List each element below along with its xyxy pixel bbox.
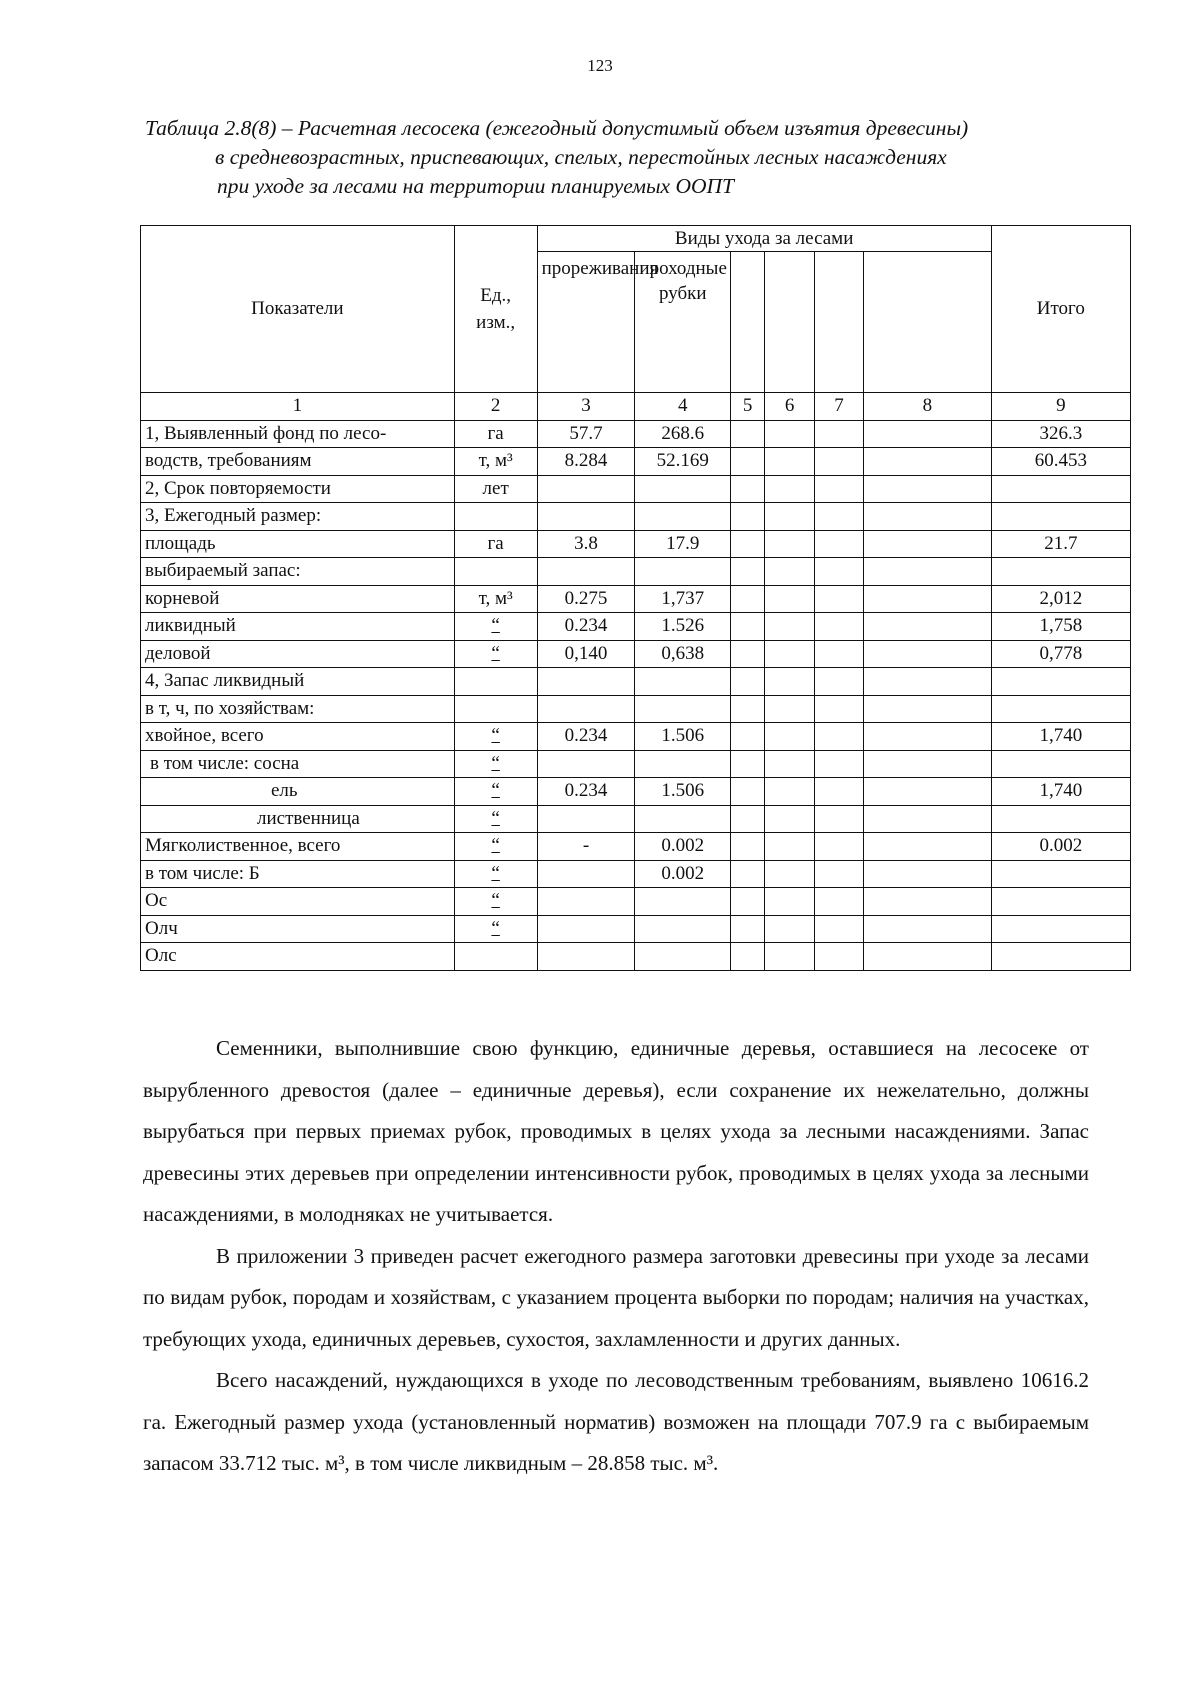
unit-cell [454,695,537,723]
value-cell: 1,740 [991,723,1130,751]
value-cell [731,833,765,861]
value-cell: 0,778 [991,640,1130,668]
table-row [141,943,1131,971]
value-cell [991,558,1130,586]
value-cell [864,613,992,641]
value-cell [765,750,815,778]
col-number: 4 [635,393,731,421]
row-label: Мягколиственное, всего [141,833,455,861]
value-cell [864,750,992,778]
row-label: 2, Срок повторяемости [141,475,455,503]
value-cell: 0.002 [991,833,1130,861]
value-cell [864,475,992,503]
value-cell [815,613,864,641]
ditto-mark: “ [491,752,500,774]
value-cell [731,475,765,503]
value-cell [864,420,992,448]
row-label: корневой [141,585,455,613]
value-cell [815,833,864,861]
value-cell: 1,740 [991,778,1130,806]
header-care-types: Виды ухода за лесами [537,226,991,252]
row-label: ель [141,778,455,806]
value-cell [731,778,765,806]
value-cell [991,860,1130,888]
header-indicators: Показатели [141,226,455,393]
value-cell [815,558,864,586]
value-cell [815,915,864,943]
value-cell [765,613,815,641]
value-cell [991,475,1130,503]
paragraph: Всего насаждений, нуждающихся в уходе по лесоводственным требованиям, выявлено 10616.2 га. Ежегодный размер ухода (установленный норматив) возможен на площади 707.9 га с выбираемым запасом 33.712 тыс. м³, в том числе ликвидным – 28.858 тыс. м³. [143,1368,1089,1475]
row-label: в том числе: сосна [141,750,455,778]
value-cell [765,585,815,613]
table-row [141,888,1131,916]
ditto-mark: “ [491,615,500,637]
value-cell: 0.002 [635,860,731,888]
value-cell [731,558,765,586]
table-row [141,805,1131,833]
value-cell [635,915,731,943]
ditto-mark: “ [491,862,500,884]
value-cell [815,723,864,751]
value-cell [765,888,815,916]
unit-cell [454,640,537,668]
value-cell [765,558,815,586]
value-cell [864,778,992,806]
value-cell [815,640,864,668]
row-label: Ос [141,888,455,916]
value-cell [991,805,1130,833]
header-empty-7 [815,252,864,393]
row-label: 3, Ежегодный размер: [141,503,455,531]
value-cell [731,585,765,613]
value-cell [731,888,765,916]
value-cell [864,943,992,971]
column-number-row [141,393,1131,421]
value-cell [815,778,864,806]
value-cell [864,888,992,916]
unit-cell [454,558,537,586]
value-cell [731,860,765,888]
value-cell: 57.7 [537,420,635,448]
table-row [141,448,1131,476]
col-number: 1 [141,393,455,421]
value-cell [815,503,864,531]
forest-harvest-table [140,225,1131,971]
value-cell [864,723,992,751]
col-number: 8 [864,393,992,421]
header-total: Итого [991,226,1130,393]
value-cell: 0.234 [537,778,635,806]
value-cell [815,420,864,448]
table-row [141,723,1131,751]
table-row [141,750,1131,778]
page-number: 123 [587,56,613,75]
unit-cell [454,778,537,806]
header-empty-5 [731,252,765,393]
value-cell: 60.453 [991,448,1130,476]
value-cell: 2,012 [991,585,1130,613]
unit-cell [454,723,537,751]
table-row [141,585,1131,613]
row-label: выбираемый запас: [141,558,455,586]
header-unit: Ед., изм., [454,226,537,393]
unit-cell [454,750,537,778]
value-cell: - [537,833,635,861]
value-cell: 3.8 [537,530,635,558]
value-cell: 0.234 [537,723,635,751]
row-label: в т, ч, по хозяйствам: [141,695,455,723]
value-cell [635,503,731,531]
value-cell [537,805,635,833]
value-cell [765,943,815,971]
ditto-mark: “ [491,890,500,912]
value-cell [537,860,635,888]
value-cell [765,915,815,943]
ditto-mark: “ [491,917,500,939]
value-cell: 0.275 [537,585,635,613]
value-cell: 0,140 [537,640,635,668]
value-cell [864,558,992,586]
value-cell [765,723,815,751]
value-cell [731,668,765,696]
value-cell [635,888,731,916]
table-row [141,915,1131,943]
value-cell [765,778,815,806]
col-number: 7 [815,393,864,421]
unit-cell [454,943,537,971]
value-cell [537,668,635,696]
unit-cell [454,613,537,641]
value-cell: 1,758 [991,613,1130,641]
value-cell [731,695,765,723]
header-empty-8 [864,252,992,393]
row-label: в том числе: Б [141,860,455,888]
row-label: лиственница [141,805,455,833]
value-cell [731,915,765,943]
value-cell [635,558,731,586]
table-row [141,860,1131,888]
value-cell [864,448,992,476]
unit-cell: т, м³ [454,448,537,476]
value-cell: 1.506 [635,778,731,806]
value-cell [537,943,635,971]
value-cell [864,833,992,861]
value-cell [815,860,864,888]
value-cell: 8.284 [537,448,635,476]
table-row [141,695,1131,723]
value-cell [815,585,864,613]
value-cell: 0,638 [635,640,731,668]
value-cell: 326.3 [991,420,1130,448]
value-cell [635,805,731,833]
row-label: 1, Выявленный фонд по лесо- [141,420,455,448]
value-cell [731,448,765,476]
value-cell [815,448,864,476]
value-cell: 268.6 [635,420,731,448]
value-cell [731,805,765,833]
value-cell [991,503,1130,531]
paragraph: В приложении 3 приведен расчет ежегодного размера заготовки древесины при уходе за лесами по видам рубок, породам и хозяйствам, с указанием процента выборки по породам; наличия на участках, требующих ухода, единичных деревьев, сухостоя, захламленности и других данных. [143,1243,1089,1351]
value-cell [864,860,992,888]
table-row [141,613,1131,641]
value-cell [864,585,992,613]
value-cell [864,503,992,531]
unit-cell [454,860,537,888]
value-cell: 0.002 [635,833,731,861]
row-label: водств, требованиям [141,448,455,476]
ditto-mark: “ [491,642,500,664]
col-number: 6 [765,393,815,421]
ditto-mark: “ [491,807,500,829]
header-thinning: прореживания [537,252,635,393]
value-cell [731,420,765,448]
value-cell [991,668,1130,696]
caption-line-1: Таблица 2.8(8) – Расчетная лесосека (ежегодный допустимый объем изъятия древесины) [145,116,969,140]
table-row [141,668,1131,696]
value-cell [765,448,815,476]
table-row [141,475,1131,503]
value-cell [537,503,635,531]
value-cell [815,888,864,916]
unit-cell: лет [454,475,537,503]
value-cell [635,695,731,723]
value-cell [731,530,765,558]
col-number: 3 [537,393,635,421]
value-cell [864,805,992,833]
value-cell [765,695,815,723]
table-row [141,833,1131,861]
value-cell [731,503,765,531]
body-text [143,1028,1089,1485]
value-cell [731,943,765,971]
value-cell: 0.234 [537,613,635,641]
value-cell [635,475,731,503]
value-cell [765,503,815,531]
paragraph: Семенники, выполнившие свою функцию, единичные деревья, оставшиеся на лесосеке от вырубленного древостоя (далее – единичные деревья), если сохранение их нежелательно, должны вырубаться при первых приемах рубок, проводимых в целях ухода за лесными насаждениями. Запас древесины этих деревьев при определении интенсивности рубок, проводимых в целях ухода за лесными насаждениями, в молодняках не учитывается. [143,1036,1089,1226]
value-cell [765,805,815,833]
value-cell [537,750,635,778]
value-cell: 52.169 [635,448,731,476]
value-cell [991,695,1130,723]
value-cell [537,695,635,723]
caption-line-2: в средневозрастных, приспевающих, спелых, перестойных лесных насаждениях [215,145,947,169]
value-cell [765,640,815,668]
row-label: хвойное, всего [141,723,455,751]
table-row [141,420,1131,448]
header-empty-6 [765,252,815,393]
unit-cell [454,833,537,861]
caption-line-3: при уходе за лесами на территории планируемых ООПТ [217,174,734,198]
ditto-mark: “ [491,835,500,857]
value-cell [815,530,864,558]
value-cell: 1.506 [635,723,731,751]
value-cell: 1.526 [635,613,731,641]
value-cell [537,475,635,503]
ditto-mark: “ [491,780,500,802]
value-cell: 17.9 [635,530,731,558]
value-cell [765,475,815,503]
row-label: ликвидный [141,613,455,641]
unit-cell: т, м³ [454,585,537,613]
value-cell [991,888,1130,916]
value-cell [731,750,765,778]
value-cell [765,420,815,448]
value-cell [991,943,1130,971]
value-cell [765,860,815,888]
col-number: 2 [454,393,537,421]
row-label: Олс [141,943,455,971]
table-row [141,503,1131,531]
row-label: 4, Запас ликвидный [141,668,455,696]
value-cell [991,915,1130,943]
value-cell [765,668,815,696]
value-cell [864,530,992,558]
unit-cell [454,915,537,943]
table-row [141,640,1131,668]
unit-cell [454,805,537,833]
value-cell [537,888,635,916]
value-cell [864,915,992,943]
row-label: площадь [141,530,455,558]
table-row [141,778,1131,806]
unit-cell: га [454,420,537,448]
value-cell [635,750,731,778]
table-caption [145,114,1095,201]
row-label: Олч [141,915,455,943]
table-row [141,530,1131,558]
unit-cell [454,503,537,531]
value-cell [864,668,992,696]
value-cell [815,750,864,778]
value-cell [537,558,635,586]
value-cell [815,695,864,723]
value-cell: 21.7 [991,530,1130,558]
value-cell [635,943,731,971]
col-number: 5 [731,393,765,421]
table-row [141,558,1131,586]
value-cell [815,943,864,971]
value-cell [731,613,765,641]
value-cell [815,668,864,696]
value-cell [731,723,765,751]
value-cell [864,640,992,668]
header-passage-cuttings: проходные рубки [635,252,731,393]
col-number: 9 [991,393,1130,421]
value-cell [765,530,815,558]
value-cell [864,695,992,723]
value-cell [537,915,635,943]
value-cell [635,668,731,696]
ditto-mark: “ [491,725,500,747]
unit-cell: га [454,530,537,558]
value-cell [991,750,1130,778]
value-cell [815,805,864,833]
value-cell [815,475,864,503]
unit-cell [454,888,537,916]
row-label: деловой [141,640,455,668]
value-cell [765,833,815,861]
value-cell [731,640,765,668]
value-cell: 1,737 [635,585,731,613]
unit-cell [454,668,537,696]
